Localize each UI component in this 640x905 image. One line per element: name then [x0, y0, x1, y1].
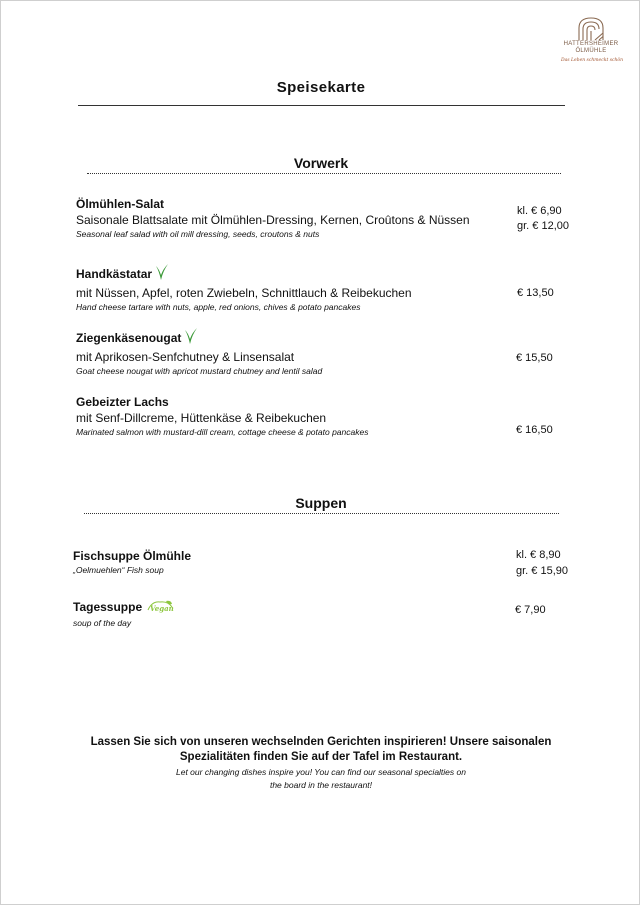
item-description: mit Nüssen, Apfel, roten Zwiebeln, Schnittlauch & Reibekuchen [76, 286, 412, 300]
item-name: Tagessuppe [73, 600, 143, 614]
item-price: € 15,50 [516, 352, 553, 364]
vegetarian-leaf-icon [155, 263, 169, 285]
item-price-large: gr. € 12,00 [517, 220, 569, 232]
logo-brand-line1: HATTERSHEIMER [563, 41, 619, 47]
title-divider [78, 105, 565, 106]
footer-german-line2: Spezialitäten finden Sie auf der Tafel im Restaurant. [179, 751, 463, 763]
item-name: Ziegenkäsenougat [76, 331, 182, 345]
logo-brand-line2: ÖLMÜHLE [575, 48, 607, 54]
item-name-row [73, 599, 174, 617]
item-name: Fischsuppe Ölmühle [73, 549, 192, 563]
section-title-vorwerk: Vorwerk [293, 155, 349, 171]
section-title-suppen: Suppen [295, 495, 347, 511]
item-price: € 7,90 [515, 604, 546, 616]
section-divider [87, 173, 561, 174]
item-name: Gebeizter Lachs [76, 395, 169, 409]
item-english: Goat cheese nougat with apricot mustard chutney and lentil salad [76, 366, 323, 376]
menu-item-ziegenkaesenougat [76, 327, 322, 377]
item-name: Handkästatar [76, 267, 153, 281]
page-title: Speisekarte [276, 79, 366, 96]
item-english: Hand cheese tartare with nuts, apple, red onions, chives & potato pancakes [76, 302, 361, 312]
menu-item-gebeizter-lachs [76, 394, 368, 438]
item-name: Ölmühlen-Salat [76, 197, 165, 211]
footer-english-line2: the board in the restaurant! [269, 780, 373, 790]
item-english: soup of the day [73, 618, 132, 628]
vegan-badge-text: Vegan [150, 604, 174, 613]
vegan-badge-icon [146, 599, 174, 617]
logo [561, 15, 624, 63]
logo-tagline: Das Leben schmeckt schön [561, 58, 624, 63]
menu-item-fischsuppe [73, 548, 191, 576]
item-price: € 16,50 [516, 424, 553, 436]
menu-item-tagessuppe [73, 599, 174, 629]
footer-german-line1: Lassen Sie sich von unseren wechselnden Gerichten inspirieren! Unsere saisonalen [90, 736, 552, 748]
section-divider [84, 513, 559, 514]
footer-english-line1: Let our changing dishes inspire you! You can find our seasonal specialties on [176, 767, 466, 777]
mill-logo-icon [576, 15, 606, 41]
item-description: Saisonale Blattsalate mit Ölmühlen-Dressing, Kernen, Croûtons & Nüssen [76, 213, 470, 227]
item-price-large: gr. € 15,90 [516, 565, 568, 577]
item-name-row [76, 327, 322, 349]
vegetarian-leaf-icon [184, 327, 198, 349]
menu-item-handkaestatar [76, 263, 412, 313]
menu-item-oelmuehlen-salat [76, 196, 470, 240]
item-description: mit Senf-Dillcreme, Hüttenkäse & Reibekuchen [76, 411, 327, 425]
item-english: „Oelmuehlen“ Fish soup [73, 565, 164, 575]
footer-note [61, 735, 581, 792]
item-price-small: kl. € 8,90 [516, 549, 561, 561]
item-name-row [76, 263, 412, 285]
item-price-small: kl. € 6,90 [517, 205, 562, 217]
item-english: Seasonal leaf salad with oil mill dressing, seeds, croutons & nuts [76, 229, 320, 239]
item-price: € 13,50 [517, 287, 554, 299]
item-description: mit Aprikosen-Senfchutney & Linsensalat [76, 350, 295, 364]
item-english: Marinated salmon with mustard-dill cream, cottage cheese & potato pancakes [76, 427, 369, 437]
